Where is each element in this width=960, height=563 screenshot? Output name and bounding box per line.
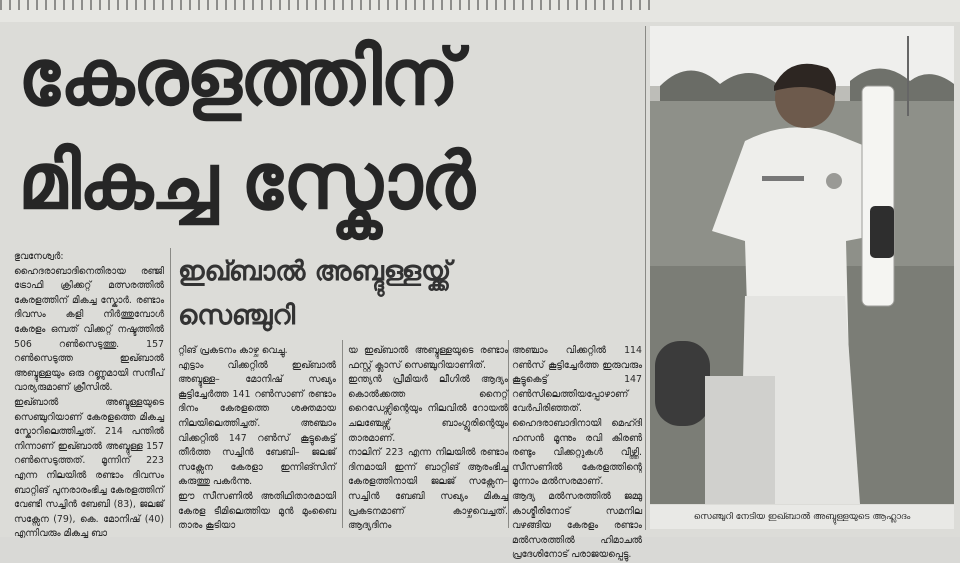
masthead-edge: [0, 0, 960, 22]
article-column-2: [178, 344, 336, 534]
column-rule-3: [508, 340, 509, 528]
leg-pad: [705, 376, 775, 504]
photo-caption: സെഞ്ചുറി നേടിയ ഇഖ്ബാൽ അബ്ദുള്ളയുടെ ആഹ്ലാദം: [650, 505, 954, 529]
headline-line-2: മികച്ച സ്കോർ: [18, 137, 473, 227]
article-column-4: [512, 344, 642, 563]
paragraph: റ്റിങ് പ്രകടനം കാഴ്ച വെച്ചു.: [178, 345, 288, 356]
article-column-3: [348, 344, 508, 534]
column-rule-1: [170, 248, 171, 528]
subheadline-line-2: സെഞ്ചുറി: [178, 300, 296, 331]
paragraph: ഇന്ത്യൻ പ്രീമിയർ ലീഗിൽ ആദ്യം കൊൽക്കത്ത നൈറ്റ് റൈഡേഴ്സിന്റെയും നിലവിൽ റോയൽ ചലഞ്ചേഴ്സ് ബാംഗ്ലൂരിന്റെയും താരമാണ്.: [348, 374, 508, 444]
paragraph: ഇഖ്ബാൽ അബ്ദുള്ളയുടെ സെഞ്ചുറിയാണ് കേരളത്തെ മികച്ച സ്കോറിലെത്തിച്ചത്. 214 പന്തിൽ നിന്നാണ് ഇഖ്ബാൽ അബ്ദുള്ള 157 റൺസെടുത്തത്. മൂന്നിന് 223 എന്ന നിലയിൽ രണ്ടാം ദിവസം ബാറ്റിങ് പുനരാരംഭിച്ച കേരളത്തിന് വേണ്ടി സച്ചിൻ ബേബി (83), ജലജ് സക്സേന (79), കെ. മോനിഷ് (40) എന്നിവരും മികച്ച ബാ: [14, 396, 164, 540]
batting-glove: [870, 206, 894, 258]
paragraph: ഈ സീസണിൽ അതിഥിതാരമായി കേരള ടീമിലെത്തിയ മുൻ മുംബൈ താരം കൂടിയാ: [178, 490, 336, 532]
article-column-1: [14, 250, 164, 542]
subheadline: [178, 250, 648, 338]
headline: [18, 26, 638, 234]
paragraph: യ ഇഖ്ബാൽ അബ്ദുള്ളയുടെ രണ്ടാം ഫസ്റ്റ് ക്ലാസ് സെഞ്ചുറിയാണിത്.: [348, 345, 508, 371]
helmet-shape: [655, 341, 710, 426]
paragraph: നാലിന് 223 എന്ന നിലയിൽ രണ്ടാം ദിനമായി ഇന്ന് ബാറ്റിങ് ആരംഭിച്ച കേരളത്തിനായി ജലജ് സക്സേന–സച്ചിൻ ബേബി സഖ്യം മികച്ച പ്രകടനമാണ് കാഴ്ചവെച്ചത്. ആദ്യദിനം: [348, 447, 508, 532]
headline-line-1: കേരളത്തിന്: [18, 33, 458, 123]
column-rule-2: [342, 340, 343, 528]
cricket-bat: [862, 86, 894, 306]
jersey-logo-bar: [762, 176, 804, 181]
masthead-pattern: [0, 0, 650, 10]
cricketer-illustration: [650, 26, 954, 504]
paragraph: ഭുവനേശ്വർ: ഹൈദരാബാദിനെതിരായ രഞ്ജി ട്രോഫി ക്രിക്കറ്റ് മത്സരത്തിൽ കേരളത്തിന് മികച്ച സ്കോർ. രണ്ടാം ദിവസം കളി നിർത്തുമ്പോൾ കേരളം ഒമ്പത് വിക്കറ്റ് നഷ്ടത്തിൽ 506 റൺസെടുത്തു. 157 റൺസെടുത്ത ഇഖ്ബാൽ അബ്ദുള്ളയും ഒരു റണ്ണുമായി സന്ദീപ് വാര്യരുമാണ് ക്രീസിൽ.: [14, 251, 164, 394]
paragraph: എട്ടാം വിക്കറ്റിൽ ഇഖ്ബാൽ അബ്ദുള്ള– മോനിഷ് സഖ്യം കൂട്ടിച്ചേർത്ത 141 റൺസാണ് രണ്ടാം ദിനം കേരളത്തെ ശക്തമായ നിലയിലെത്തിച്ചത്. അഞ്ചാം വിക്കറ്റിൽ 147 റൺസ് കൂട്ടുകെട്ട് തീർത്ത സച്ചിൻ ബേബി– ജലജ് സക്സേന കേരളാ ഇന്നിങ്സിന് കരുത്തു പകർന്നു.: [178, 359, 336, 488]
jersey-crest: [826, 173, 842, 189]
subheadline-line-1: ഇഖ്ബാൽ അബ്ദുള്ളയ്ക്ക്: [178, 256, 452, 287]
paragraph: അഞ്ചാം വിക്കറ്റിൽ 114 റൺസ് കൂട്ടിച്ചേർത്ത ഇരുവരും കൂട്ടുകെട്ട് 147 റൺസിലെത്തിയപ്പോഴാണ് വേർപിരിഞ്ഞത്. ഹൈദരാബാദിനായി മെഹ്ദി ഹസൻ മൂന്നും രവി കിരൺ രണ്ടും വിക്കറ്റുകൾ വീഴ്ത്തി. സീസണിൽ കേരളത്തിന്റെ മൂന്നാം മൽസരമാണ്.: [512, 345, 642, 488]
paragraph: ആദ്യ മൽസരത്തിൽ ജമ്മു കാശ്മീരിനോട് സമനില വഴങ്ങിയ കേരളം രണ്ടാം മൽസരത്തിൽ ഹിമാചൽ പ്രദേശിനോട് പരാജയപ്പെട്ടു.: [512, 490, 642, 561]
player-photo: [650, 26, 954, 504]
